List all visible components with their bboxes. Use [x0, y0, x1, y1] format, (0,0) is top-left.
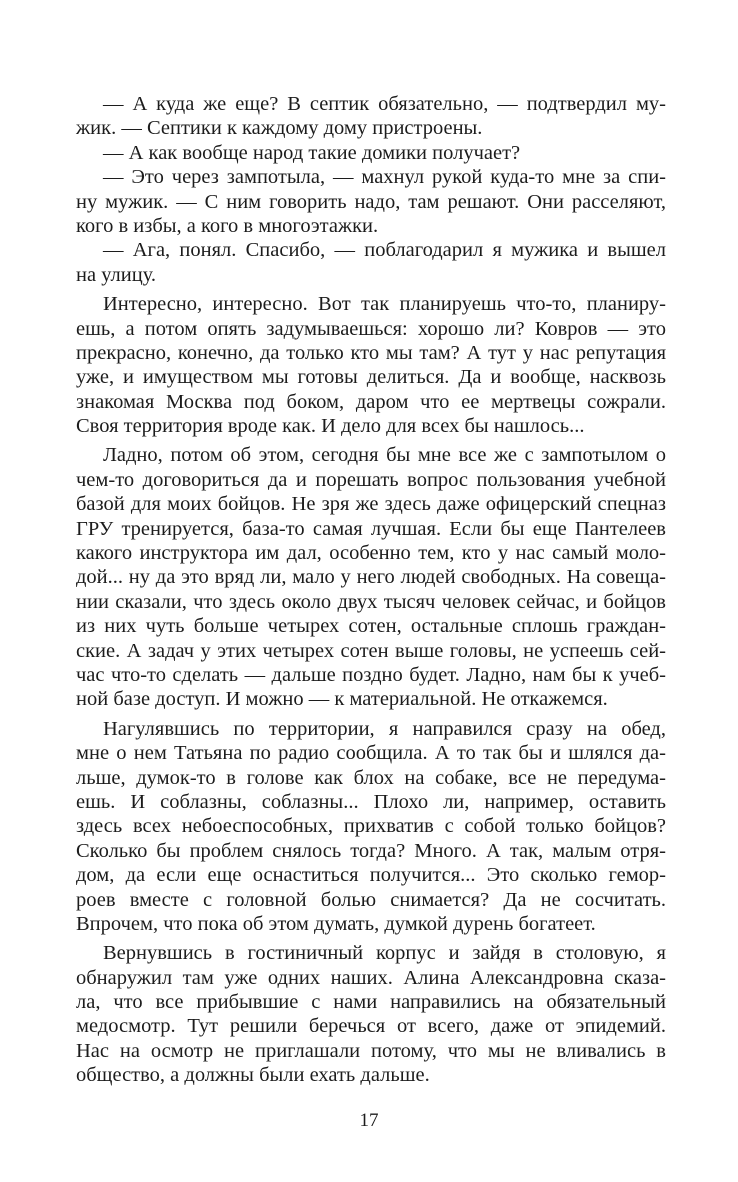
- text-line: — Это через зампотыла, — махнул рукой куда-то мне за спи-: [103, 166, 666, 189]
- text-line: ГРУ тренируется, база-то самая лучшая. Если бы еще Пантелеев: [76, 517, 666, 540]
- text-line: ешь. И соблазны, соблазны... Плохо ли, например, оставить: [76, 790, 666, 813]
- text-line: — А как вообще народ такие домики получает?: [103, 141, 521, 164]
- text-line: мне о нем Татьяна по радио сообщила. А то так бы и шлялся да-: [76, 742, 666, 765]
- text-line: базой для моих бойцов. Не зря же здесь даже офицерский спецназ: [76, 493, 666, 516]
- text-line: дом, да если еще оснаститься получится... Это сколько гемор-: [76, 864, 666, 887]
- text-line: чем-то договориться да и порешать вопрос пользования учебной: [76, 468, 666, 491]
- body-text: [76, 92, 666, 1088]
- text-line: — А куда же еще? В септик обязательно, — подтвердил му-: [103, 93, 666, 115]
- text-line: ла, что все прибывшие с нами направились на обязательный: [76, 991, 666, 1014]
- text-line: Сколько бы проблем снялось тогда? Много. А так, малым отря-: [76, 839, 666, 862]
- text-line: обнаружил там уже одних наших. Алина Александровна сказа-: [76, 966, 666, 989]
- text-line: Впрочем, что пока об этом думать, думкой дурень богатеет.: [76, 912, 596, 935]
- text-line: из них чуть больше четырех сотен, остальные сплошь граждан-: [76, 615, 666, 638]
- text-line: — Ага, понял. Спасибо, — поблагодарил я мужика и вышел: [103, 239, 666, 262]
- text-line: общество, а должны были ехать дальше.: [76, 1064, 430, 1087]
- page-number: 17: [359, 1110, 379, 1131]
- text-line: Ладно, потом об этом, сегодня бы мне все же с зампотылом о: [103, 444, 666, 467]
- text-line: час что-то сделать — дальше поздно будет. Ладно, нам бы к учеб-: [76, 663, 666, 686]
- text-line: Нас на осмотр не приглашали потому, что мы не вливались в: [76, 1039, 666, 1062]
- text-line: медосмотр. Тут решили беречься от всего, даже от эпидемий.: [76, 1015, 666, 1038]
- text-line: ну мужик. — С ним говорить надо, там решают. Они расселяют,: [76, 190, 666, 213]
- text-line: уже, и имуществом мы готовы делиться. Да и вообще, насквозь: [76, 366, 666, 389]
- text-line: какого инструктора им дал, особенно тем, кто у нас самый моло-: [76, 542, 666, 565]
- text-line: нии сказали, что здесь около двух тысяч человек сейчас, и бойцов: [76, 590, 666, 613]
- text-line: Нагулявшись по территории, я направился сразу на обед,: [103, 717, 666, 740]
- text-line: льше, думок-то в голове как блох на собаке, все не передума-: [76, 766, 666, 789]
- text-line: ешь, а потом опять задумываешься: хорошо ли? Ковров — это: [76, 317, 666, 340]
- text-line: Вернувшись в гостиничный корпус и зайдя в столовую, я: [103, 942, 666, 965]
- text-line: Своя территория вроде как. И дело для всех бы нашлось...: [76, 415, 585, 438]
- text-line: ские. А задач у этих четырех сотен выше головы, не успеешь сей-: [76, 639, 666, 662]
- text-line: ной базе доступ. И можно — к материальной. Не откажемся.: [76, 688, 608, 711]
- text-line: на улицу.: [76, 263, 157, 286]
- text-line: знакомая Москва под боком, даром что ее мертвецы сожрали.: [76, 390, 666, 413]
- text-line: прекрасно, конечно, да только кто мы там? А тут у нас репутация: [76, 341, 666, 364]
- text-line: дой... ну да это вряд ли, мало у него людей свободных. На совеща-: [76, 566, 666, 589]
- text-line: Интересно, интересно. Вот так планируешь что-то, планиру-: [103, 293, 666, 316]
- text-line: роев вместе с головной болью снимается? Да не сосчитать.: [76, 888, 666, 911]
- text-line: кого в избы, а кого в многоэтажки.: [76, 214, 379, 237]
- text-line: здесь всех небоеспособных, прихватив с собой только бойцов?: [76, 815, 666, 838]
- text-line: жик. — Септики к каждому дому пристроены.: [76, 117, 483, 140]
